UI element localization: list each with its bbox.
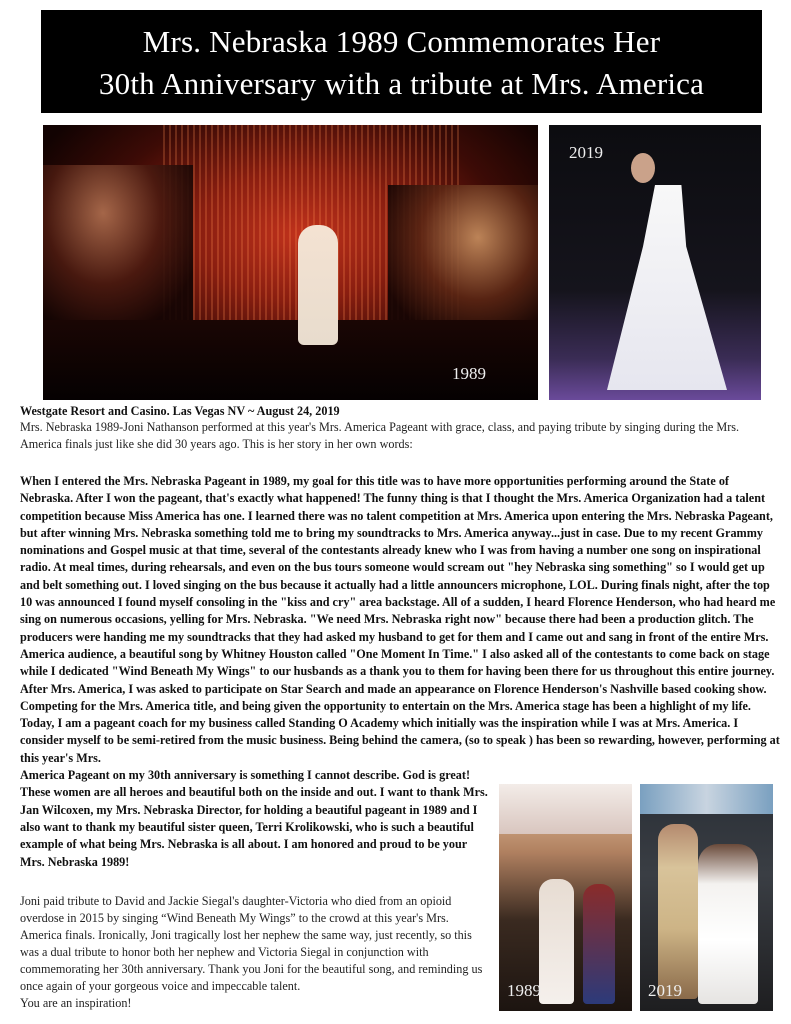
woman-in-white: [698, 844, 758, 1004]
photo-caption-year: 1989: [507, 981, 541, 1000]
singer-figure: [298, 225, 338, 345]
tribute-section: [20, 893, 490, 1012]
woman-in-red: [583, 884, 615, 1004]
audience-left: [43, 165, 193, 325]
photo-1989-stage-performance: [43, 125, 538, 400]
tribute-paragraph: Joni paid tribute to David and Jackie Siegal's daughter-Victoria who died from an opioid overdose in 2015 by singing “Wind Beneath My Wings” to the crowd at this year's Mrs. America finals. Ironically, Joni tragically lost her nephew the same way, just recently, so this was a dual tribute to honor both her nephew and Victoria Siegal in conjunction with commemorating her 30th anniversary. Thank you Joni for the beautiful song, and reminding us once again of your gorgeous voice and impeccable talent.: [20, 894, 483, 993]
photo-caption-year: 2019: [569, 143, 603, 162]
woman-in-white: [539, 879, 574, 1004]
title-banner: [41, 10, 762, 113]
stage-floor: [43, 320, 538, 400]
pageant-sign: [499, 784, 632, 834]
singer-head: [631, 153, 655, 183]
venue-line: Westgate Resort and Casino. Las Vegas NV ~ August 24, 2019: [20, 404, 340, 418]
photo-2019-stage-performance: [549, 125, 761, 400]
closing-line: You are an inspiration!: [20, 996, 132, 1010]
white-gown: [607, 185, 727, 390]
title-line-1: Mrs. Nebraska 1989 Commemorates Her: [142, 24, 661, 59]
story-paragraph-2: America Pageant on my 30th anniversary is something I cannot describe. God is great! These women are all heroes and beautiful both on the inside and out. I want to thank Mrs. Jan Wilcoxen, my Mrs. Nebraska Director, for holding a beautiful pageant in 1989 and I also want to thank my beautiful sister queen, Terri Krolikowski, who is such a beautiful example of what being Mrs. Nebraska is all about. I am honored and proud to be your Mrs. Nebraska 1989!: [20, 768, 488, 869]
photo-2019-casino-pair: [640, 784, 773, 1011]
photo-1989-pageant-group: [499, 784, 632, 1011]
audience-right: [388, 185, 538, 335]
story-paragraph-1: When I entered the Mrs. Nebraska Pageant in 1989, my goal for this title was to have more opportunities performing around the State of Nebraska. After I won the pageant, that's exactly what happened! The funny thing is that I thought the Mrs. America Organization had a talent competition because Miss America has one. I learned there was no talent competition at Mrs. America upon entering the Mrs. Nebraska Pageant, but after winning Mrs. Nebraska something told me to bring my soundtracks to Mrs. America anyway...just in case. Due to my recent Grammy nominations and Gospel music at that time, several of the contestants already knew who I was from having a number one song on inspirational radio. At meal times, during rehearsals, and even on the bus tours someone would scream out "hey Nebraska sing something" so I would get up and belt something out. I loved singing on the bus because it actually had a little announcers microphone, LOL. During finals night, after the top 10 was announced I found myself consoling in the "kiss and cry" area backstage. All of a sudden, I heard Florence Henderson, who had heard me sing on numerous occasions, yelling for Mrs. Nebraska. "We need Mrs. Nebraska right now" because there had been a production glitch. The producers were handing me my soundtracks that they had asked my husband to get for them and I came out and sang in front of the entire Mrs. America audience, a beautiful song by Whitney Houston called "One Moment In Time." I also asked all of the contestants to come back on stage while I dedicated "Wind Beneath My Wings" to our husbands as a thank you to them for having been there for us throughout this entire journey. After Mrs. America, I was asked to participate on Star Search and made an appearance on Florence Henderson's Nashville based cooking show. Competing for the Mrs. America title, and being given the opportunity to entertain on the Mrs. America stage has been a highlight of my life. Today, I am a pageant coach for my business called Standing O Academy which initially was the inspiration while I was at Mrs. America. I consider myself to be semi-retired from the music business. Being behind the camera, (so to speak ) has been so rewarding, however, performing at this year's Mrs.: [20, 474, 780, 765]
title-line-2: 30th Anniversary with a tribute at Mrs. America: [98, 66, 705, 101]
casino-sign: [640, 784, 773, 814]
intro-paragraph: Mrs. Nebraska 1989-Joni Nathanson performed at this year's Mrs. America Pageant with grace, class, and paying tribute by singing during the Mrs. America finals just like she did 30 years ago. This is her story in her own words:: [20, 420, 740, 451]
woman-in-gold: [658, 824, 698, 999]
photo-caption-year: 2019: [648, 981, 682, 1000]
photo-caption-year: 1989: [452, 364, 486, 383]
